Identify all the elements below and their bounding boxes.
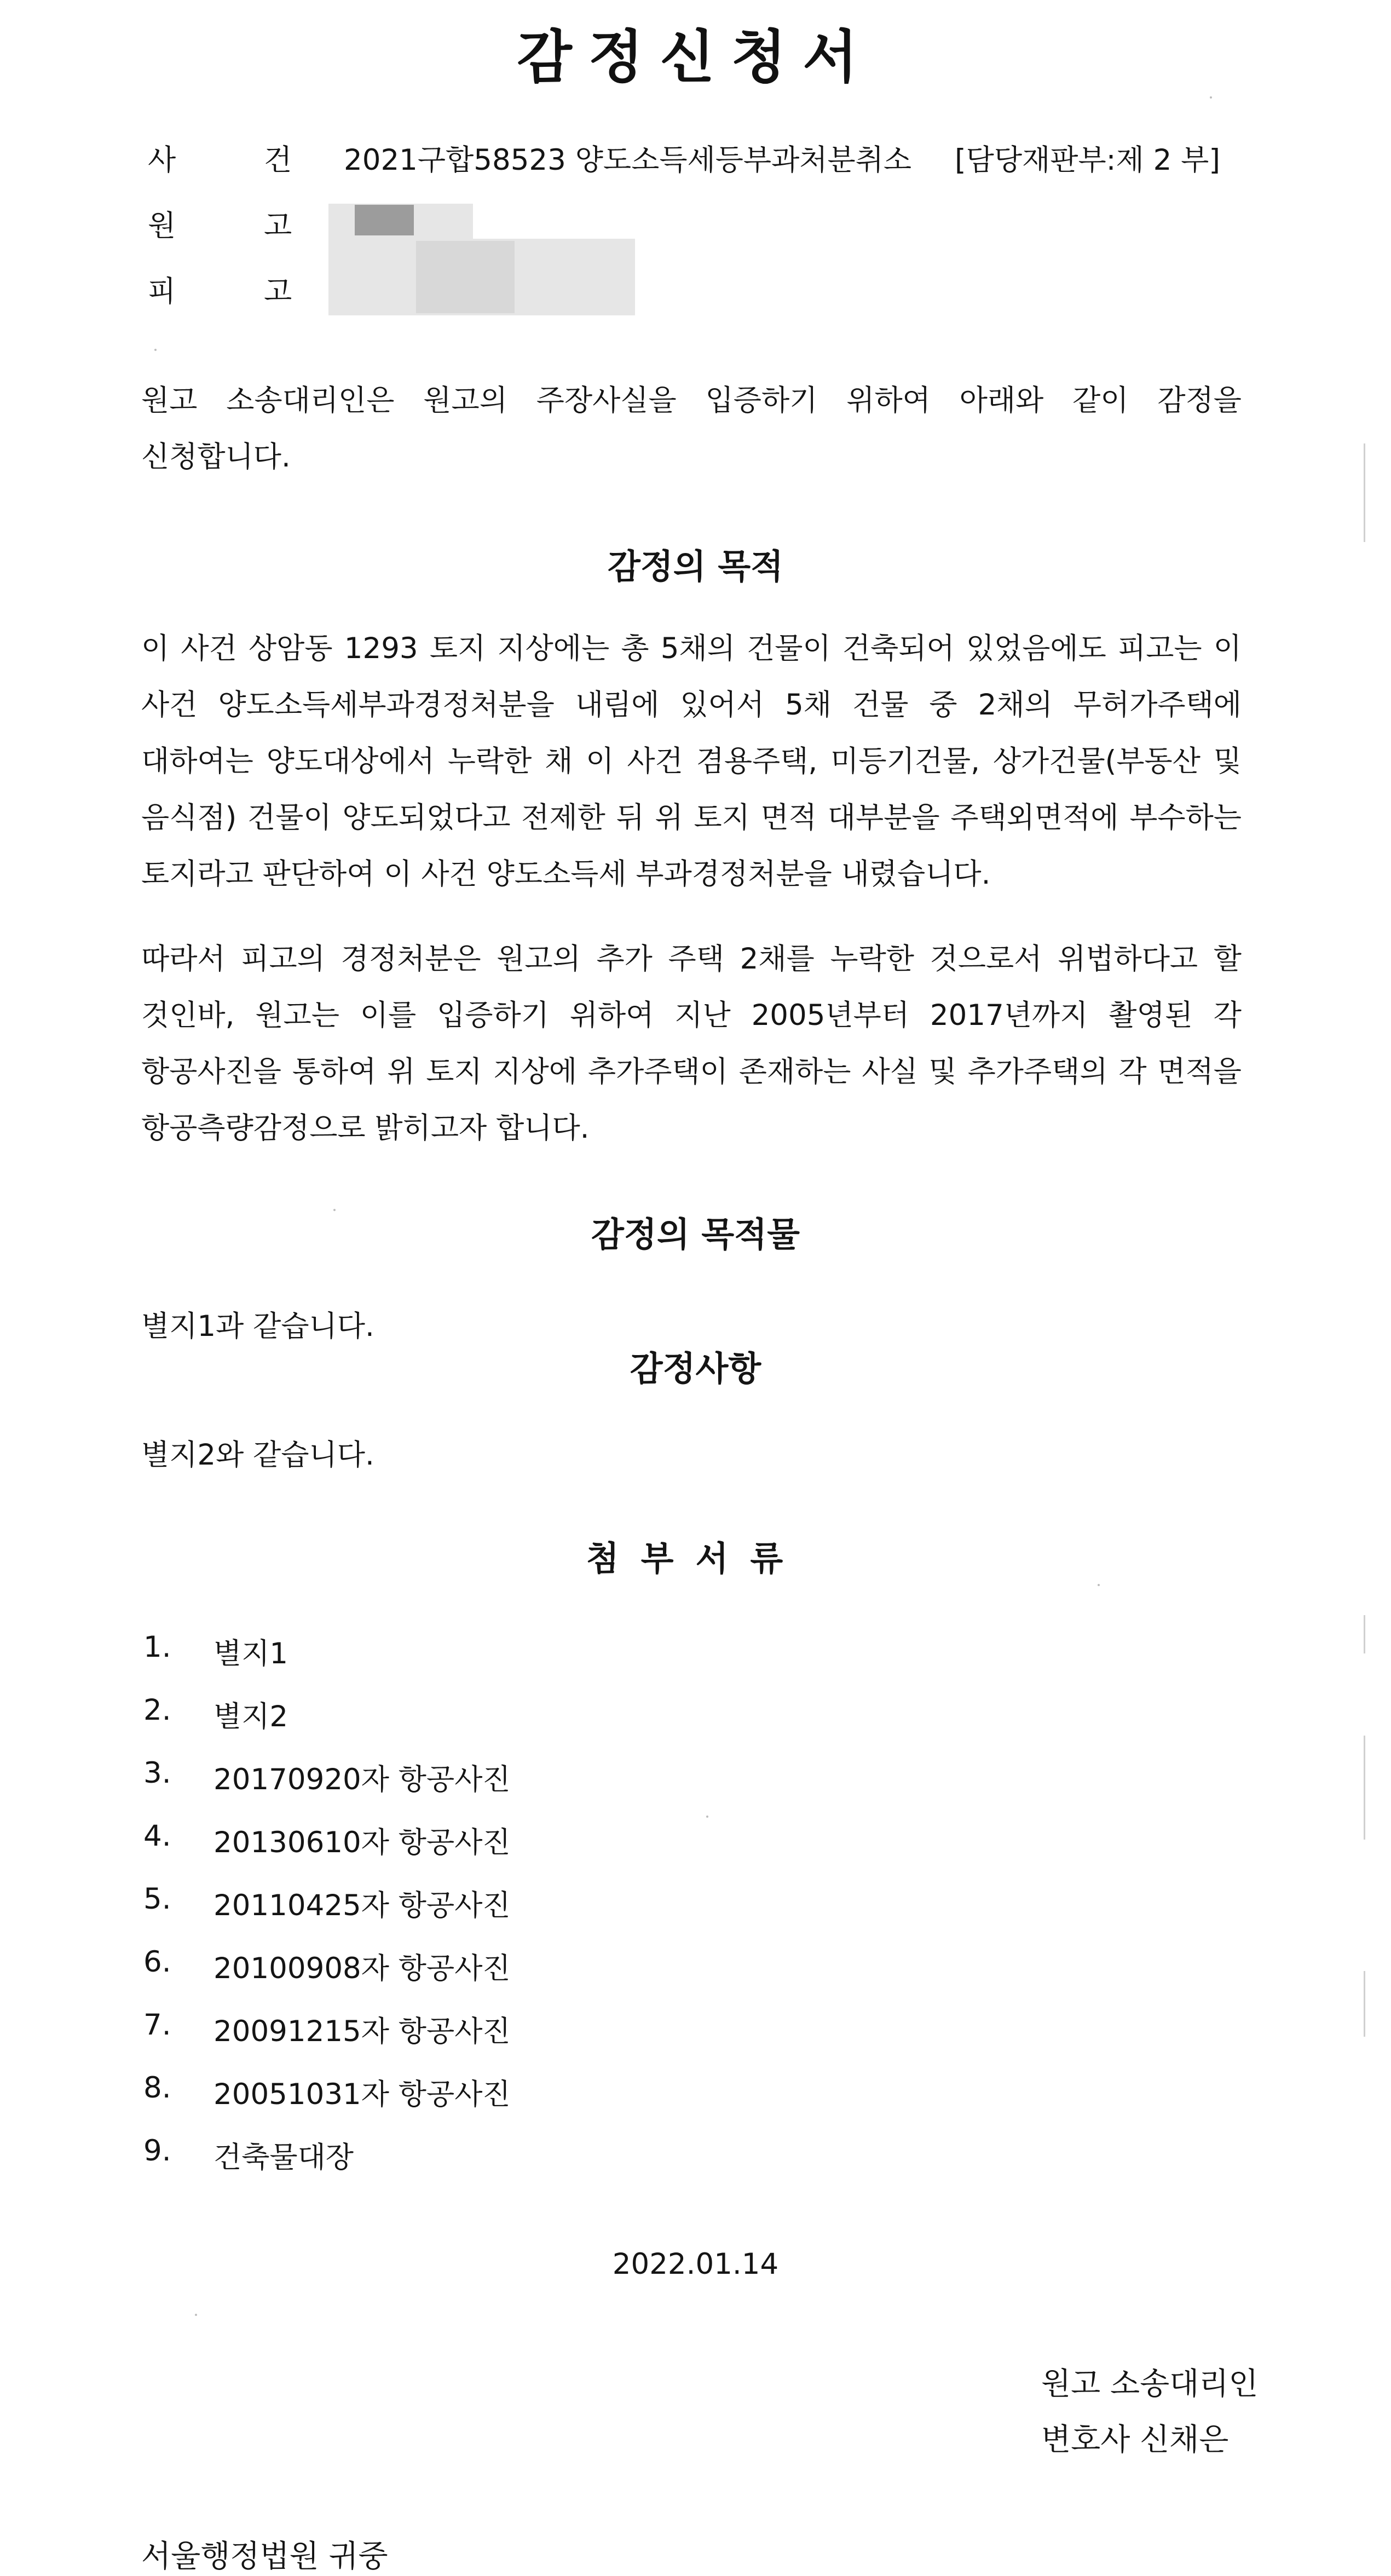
purpose-paragraph-2: 따라서 피고의 경정처분은 원고의 추가 주택 2채를 누락한 것으로서 위법하다고 할 것인바, 원고는 이를 입증하기 위하여 지난 2005년부터 2017년까지 촬영된 각 항공사진을 통하여 위 토지 지상에 추가주택이 존재하는 사실 및 추가주택의 각 면적을 항공측량감정으로 밝히고자 합니다. (141, 942, 1242, 1145)
attachment-number: 3. (143, 1756, 171, 1790)
attachment-item (0, 2008, 1391, 2052)
attachment-number: 9. (143, 2134, 171, 2168)
case-label (148, 137, 312, 178)
redaction-defendant-inner (416, 241, 515, 313)
redaction-plaintiff (355, 205, 414, 235)
attachment-text: 별지1 (213, 1637, 288, 1670)
attachment-number: 7. (143, 2008, 171, 2042)
object-heading: 감정의 목적물 (591, 1214, 800, 1254)
attachment-number: 8. (143, 2071, 171, 2105)
attachment-text: 20100908자 항공사진 (213, 1952, 511, 1985)
scan-speck (195, 2314, 197, 2316)
plaintiff-label-char-1: 원 (148, 209, 176, 243)
scan-edge-mark (1364, 1971, 1365, 2037)
attachment-item (0, 1756, 1391, 1800)
attachment-text: 20051031자 항공사진 (213, 2078, 511, 2111)
document-title: 감정신청서 (517, 24, 874, 90)
filing-date: 2022.01.14 (612, 2247, 779, 2281)
matters-heading: 감정사항 (630, 1348, 761, 1388)
attachment-item (0, 1630, 1391, 1674)
scan-edge-mark (1364, 443, 1365, 542)
attachments-heading: 첨부서류 (586, 1538, 805, 1578)
division-label: [담당재판부:제 2 부] (955, 143, 1221, 177)
defendant-label-char-1: 피 (148, 275, 176, 308)
case-number: 2021구합58523 양도소득세등부과처분취소 (344, 143, 912, 177)
attachment-number: 4. (143, 1819, 171, 1853)
scan-speck (154, 349, 157, 351)
attachment-item (0, 1819, 1391, 1863)
attachment-text: 건축물대장 (213, 2141, 354, 2174)
attachment-item (0, 2134, 1391, 2178)
attachment-item (0, 1882, 1391, 1926)
plaintiff-label (148, 203, 312, 244)
object-text: 별지1과 같습니다. (141, 1310, 374, 1343)
scan-edge-mark (1364, 1736, 1365, 1840)
attachment-number: 1. (143, 1630, 171, 1664)
purpose-heading: 감정의 목적 (607, 546, 784, 586)
court-addressee: 서울행정법원 귀중 (141, 2539, 388, 2574)
attachment-item (0, 1945, 1391, 1989)
attachment-text: 20091215자 항공사진 (213, 2015, 511, 2048)
case-label-char-1: 사 (148, 143, 176, 177)
scan-speck (1210, 96, 1212, 99)
scan-speck (1098, 1584, 1100, 1586)
signature-role: 원고 소송대리인 (1041, 2366, 1259, 2402)
attachment-item (0, 1693, 1391, 1737)
defendant-label-char-2: 고 (264, 275, 292, 308)
matters-text: 별지2와 같습니다. (141, 1438, 374, 1472)
defendant-label (148, 268, 312, 310)
attachment-text: 별지2 (213, 1700, 288, 1733)
plaintiff-label-char-2: 고 (264, 209, 292, 243)
signature-name: 변호사 신채은 (1041, 2422, 1229, 2458)
scan-speck (333, 1209, 336, 1211)
intro-paragraph: 원고 소송대리인은 원고의 주장사실을 입증하기 위하여 아래와 같이 감정을 신청합니다. (141, 384, 1242, 474)
attachment-text: 20130610자 항공사진 (213, 1826, 511, 1859)
case-label-char-2: 건 (264, 143, 292, 177)
attachment-text: 20110425자 항공사진 (213, 1889, 511, 1922)
scan-speck (706, 1816, 708, 1818)
attachment-item (0, 2071, 1391, 2115)
attachment-number: 6. (143, 1945, 171, 1979)
purpose-paragraph-1: 이 사건 상암동 1293 토지 지상에는 총 5채의 건물이 건축되어 있었음에도 피고는 이 사건 양도소득세부과경정처분을 내림에 있어서 5채 건물 중 2채의 무허가주택에 대하여는 양도대상에서 누락한 채 이 사건 겸용주택, 미등기건물, 상가건물(부동산 및 음식점) 건물이 양도되었다고 전제한 뒤 위 토지 면적 대부분을 주택외면적에 부수하는 토지라고 판단하여 이 사건 양도소득세 부과경정처분을 내렸습니다. (141, 632, 1242, 891)
attachment-text: 20170920자 항공사진 (213, 1763, 511, 1796)
attachment-number: 2. (143, 1693, 171, 1727)
scan-edge-mark (1364, 1615, 1365, 1653)
attachment-number: 5. (143, 1882, 171, 1916)
